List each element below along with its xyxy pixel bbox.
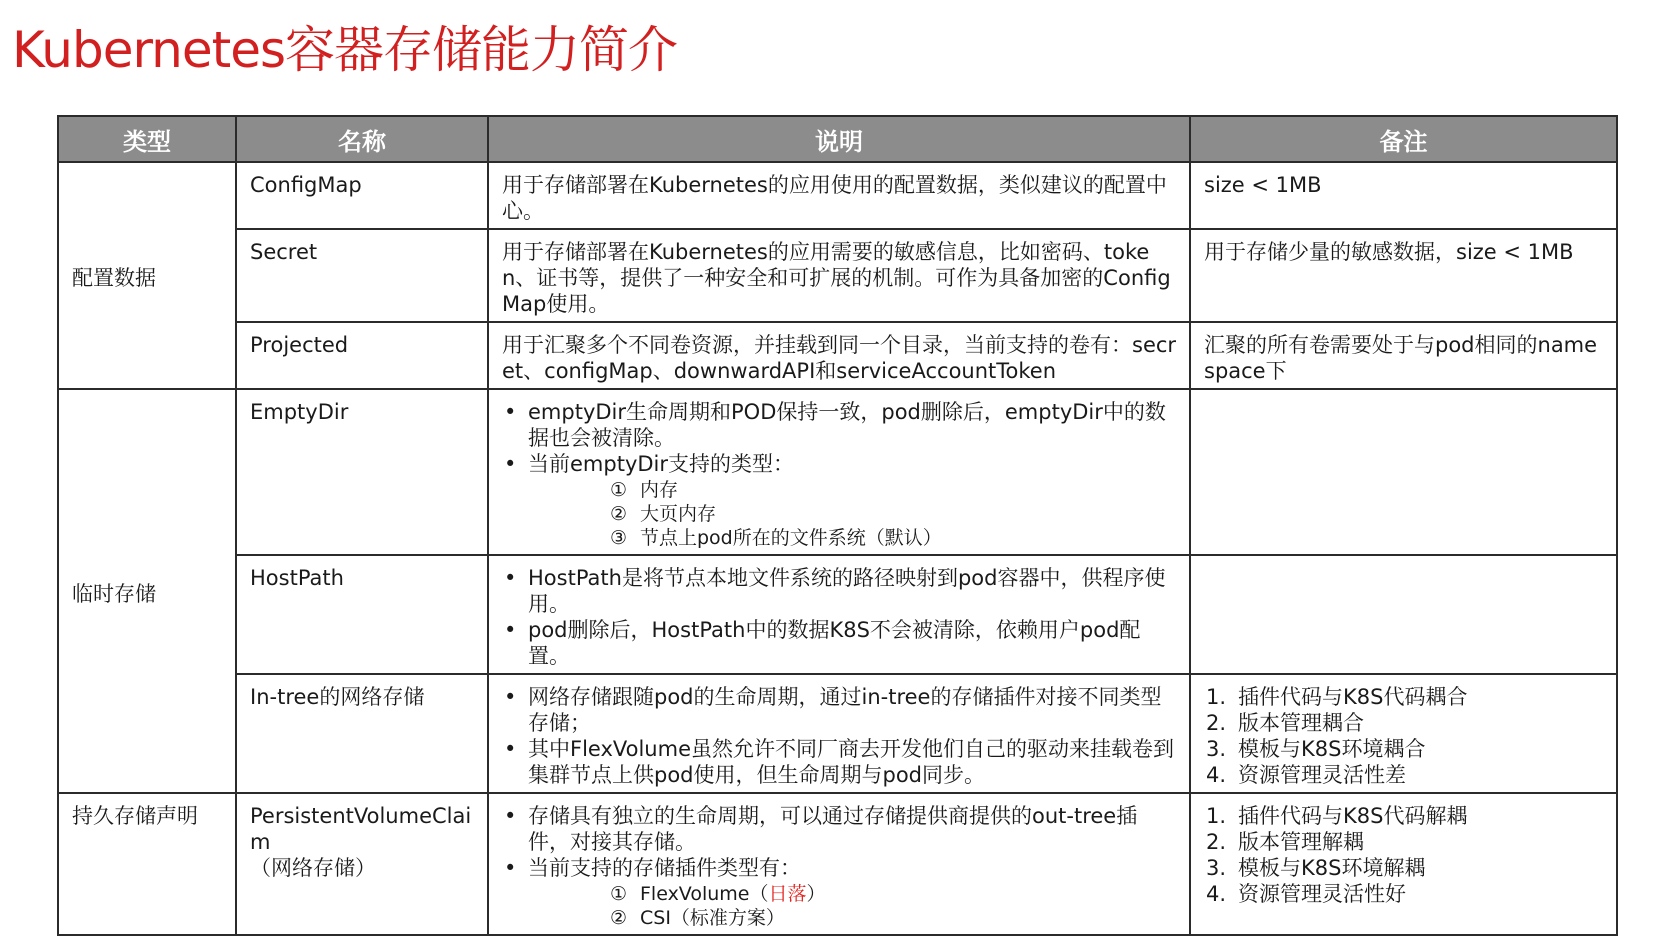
table-row-pvc bbox=[58, 793, 1617, 935]
list-item: • 存储具有独立的生命周期，可以通过存储提供商提供的out-tree插件，对接其存储。 bbox=[502, 803, 1179, 855]
list-item: 2. 版本管理耦合 bbox=[1206, 711, 1364, 735]
pvc-name: PersistentVolumeClaim bbox=[250, 804, 472, 854]
note-hostpath bbox=[1190, 555, 1617, 674]
list-item: • HostPath是将节点本地文件系统的路径映射到pod容器中，供程序使用。 bbox=[502, 565, 1179, 617]
header-type: 类型 bbox=[58, 116, 236, 162]
list-item: • pod删除后，HostPath中的数据K8S不会被清除，依赖用户pod配置。 bbox=[502, 617, 1179, 669]
list-item: • 当前支持的存储插件类型有： ① FlexVolume（日落） ② CSI（标准方案） bbox=[502, 855, 1179, 930]
list-item: • 其中FlexVolume虽然允许不同厂商去开发他们自己的驱动来挂载卷到集群节点上供pod使用，但生命周期与pod同步。 bbox=[502, 736, 1179, 788]
list-item: ③ 节点上pod所在的文件系统（默认） bbox=[610, 527, 942, 549]
hostpath-bullets bbox=[502, 565, 1179, 669]
list-item: 4. 资源管理灵活性好 bbox=[1206, 882, 1406, 906]
group-persist: 持久存储声明 bbox=[58, 793, 236, 935]
list-item: 4. 资源管理灵活性差 bbox=[1206, 763, 1406, 787]
list-item: • 网络存储跟随pod的生命周期，通过in-tree的存储插件对接不同类型存储； bbox=[502, 684, 1179, 736]
page-title: Kubernetes容器存储能力简介 bbox=[12, 21, 678, 79]
name-intree: In-tree的网络存储 bbox=[236, 674, 488, 793]
group-config: 配置数据 bbox=[58, 162, 236, 389]
desc-hostpath bbox=[488, 555, 1190, 674]
list-item: ① FlexVolume（日落） bbox=[610, 883, 826, 905]
desc-configmap: 用于存储部署在Kubernetes的应用使用的配置数据，类似建议的配置中心。 bbox=[488, 162, 1190, 229]
table-row-configmap bbox=[58, 162, 1617, 229]
list-item: 1. 插件代码与K8S代码解耦 bbox=[1206, 804, 1468, 828]
pvc-plugin-types bbox=[528, 882, 1179, 930]
desc-projected: 用于汇聚多个不同卷资源，并挂载到同一个目录，当前支持的卷有：secret、configMap、downwardAPI和serviceAccountToken bbox=[488, 322, 1190, 389]
list-item: ① 内存 bbox=[610, 479, 679, 501]
desc-pvc bbox=[488, 793, 1190, 935]
note-intree bbox=[1190, 674, 1617, 793]
list-item: 1. 插件代码与K8S代码耦合 bbox=[1206, 685, 1468, 709]
group-temp: 临时存储 bbox=[58, 389, 236, 793]
pvc-bullets bbox=[502, 803, 1179, 930]
header-note: 备注 bbox=[1190, 116, 1617, 162]
name-projected: Projected bbox=[236, 322, 488, 389]
intree-bullets bbox=[502, 684, 1179, 788]
storage-table bbox=[57, 115, 1618, 936]
table-row-emptydir bbox=[58, 389, 1617, 555]
table-header-row bbox=[58, 116, 1617, 162]
intree-notes bbox=[1204, 684, 1606, 788]
desc-intree bbox=[488, 674, 1190, 793]
name-emptydir: EmptyDir bbox=[236, 389, 488, 555]
emptydir-types bbox=[528, 478, 1179, 550]
table-row-secret bbox=[58, 229, 1617, 322]
list-item: 3. 模板与K8S环境解耦 bbox=[1206, 856, 1426, 880]
note-pvc bbox=[1190, 793, 1617, 935]
name-hostpath: HostPath bbox=[236, 555, 488, 674]
desc-secret: 用于存储部署在Kubernetes的应用需要的敏感信息，比如密码、token、证书等，提供了一种安全和可扩展的机制。可作为具备加密的ConfigMap使用。 bbox=[488, 229, 1190, 322]
emptydir-bullets bbox=[502, 399, 1179, 550]
list-item: ② 大页内存 bbox=[610, 503, 717, 525]
name-configmap: ConfigMap bbox=[236, 162, 488, 229]
header-name: 名称 bbox=[236, 116, 488, 162]
desc-emptydir bbox=[488, 389, 1190, 555]
list-item: 2. 版本管理解耦 bbox=[1206, 830, 1364, 854]
deprecated-label: 日落 bbox=[768, 883, 807, 905]
note-configmap: size < 1MB bbox=[1190, 162, 1617, 229]
list-item: • emptyDir生命周期和POD保持一致，pod删除后，emptyDir中的数据也会被清除。 bbox=[502, 399, 1179, 451]
pvc-name-sub: （网络存储） bbox=[250, 856, 376, 880]
pvc-notes bbox=[1204, 803, 1606, 907]
list-item: ② CSI（标准方案） bbox=[610, 907, 785, 929]
table-row-projected bbox=[58, 322, 1617, 389]
header-desc: 说明 bbox=[488, 116, 1190, 162]
name-pvc bbox=[236, 793, 488, 935]
note-emptydir bbox=[1190, 389, 1617, 555]
name-secret: Secret bbox=[236, 229, 488, 322]
note-secret: 用于存储少量的敏感数据，size < 1MB bbox=[1190, 229, 1617, 322]
table-row-intree bbox=[58, 674, 1617, 793]
list-item: 3. 模板与K8S环境耦合 bbox=[1206, 737, 1426, 761]
note-projected: 汇聚的所有卷需要处于与pod相同的namespace下 bbox=[1190, 322, 1617, 389]
table-row-hostpath bbox=[58, 555, 1617, 674]
list-item: • 当前emptyDir支持的类型： ① 内存 ② 大页内存 ③ 节点上pod所在的文件系统（默认） bbox=[502, 451, 1179, 550]
